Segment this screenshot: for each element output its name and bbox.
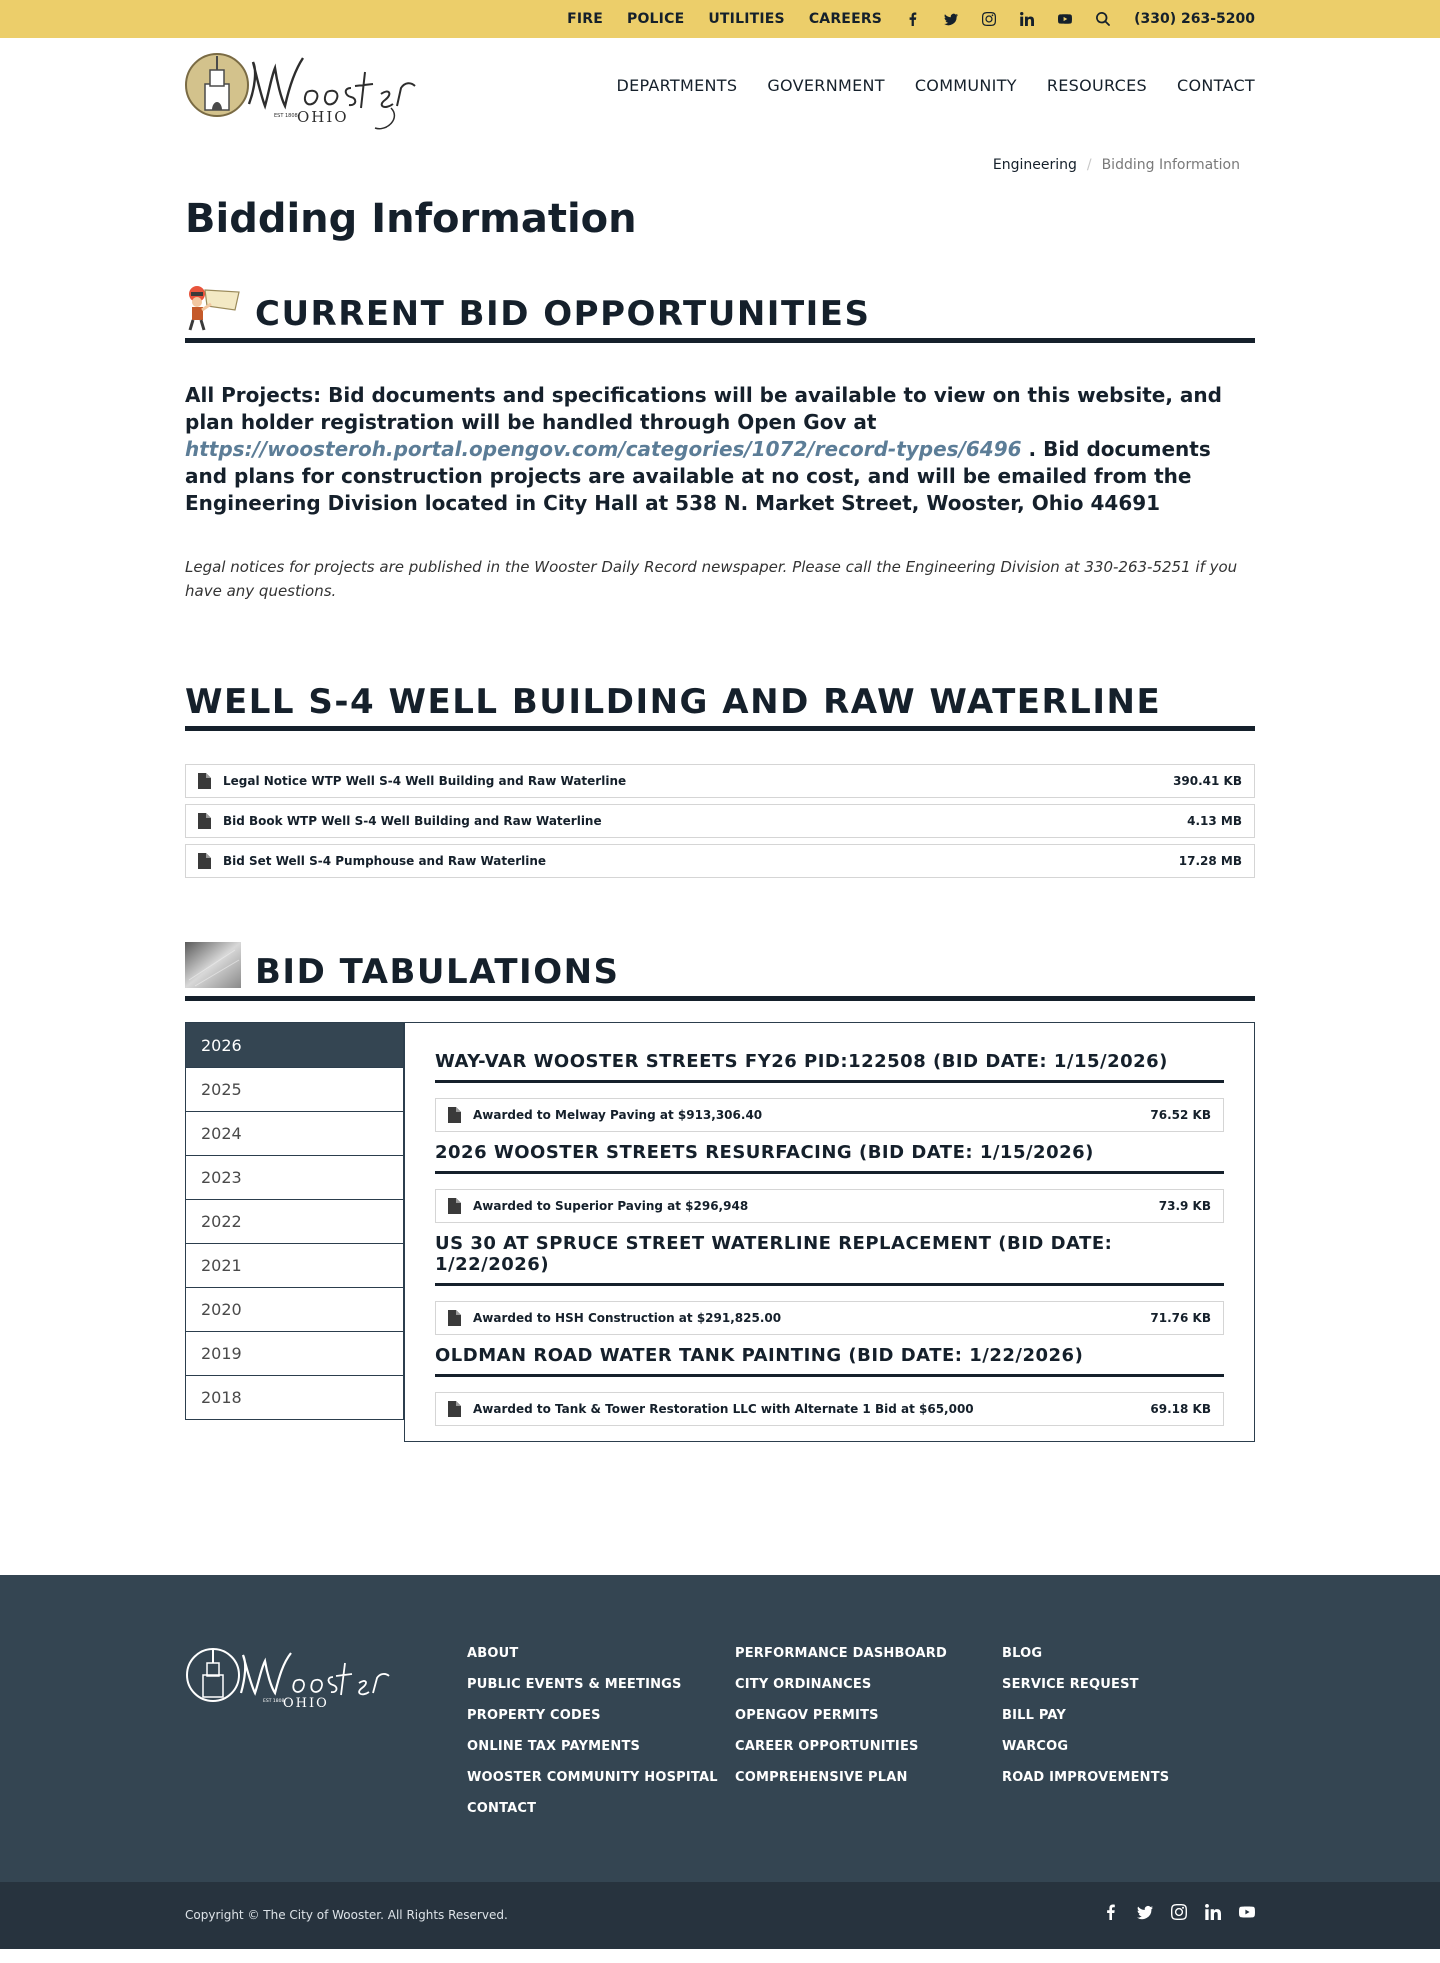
document-label: Legal Notice WTP Well S-4 Well Building and Raw Waterline	[223, 774, 627, 788]
document-size: 69.18 KB	[1150, 1402, 1211, 1416]
footer-link-performance[interactable]: PERFORMANCE DASHBOARD	[735, 1646, 947, 1661]
facebook-icon[interactable]	[1103, 1904, 1119, 1920]
tab-2022[interactable]: 2022	[186, 1199, 403, 1243]
document-label: Awarded to Superior Paving at $296,948	[473, 1199, 749, 1213]
current-bids-header	[185, 282, 1255, 343]
footer-link-warcog[interactable]: WARCOG	[1002, 1739, 1069, 1754]
linkedin-icon[interactable]	[1020, 12, 1034, 26]
document-row[interactable]	[435, 1392, 1224, 1426]
paper-texture-icon	[185, 940, 241, 990]
footer-link-bill-pay[interactable]: BILL PAY	[1002, 1708, 1067, 1723]
utility-link-utilities[interactable]: UTILITIES	[708, 11, 785, 27]
site-footer	[0, 1575, 1440, 1882]
bid-intro	[185, 382, 1255, 517]
file-icon	[198, 773, 211, 789]
tab-2021[interactable]: 2021	[186, 1243, 403, 1287]
site-header	[0, 38, 1440, 138]
document-label: Awarded to Tank & Tower Restoration LLC with Alternate 1 Bid at $65,000	[473, 1402, 974, 1416]
svg-text:EST 1808: EST 1808	[263, 1699, 285, 1704]
file-icon	[448, 1310, 461, 1326]
svg-text:OHIO: OHIO	[283, 1696, 329, 1711]
well-project-header	[185, 682, 1255, 731]
document-row[interactable]	[435, 1098, 1224, 1132]
file-icon	[448, 1198, 461, 1214]
phone-number[interactable]: (330) 263-5200	[1134, 11, 1255, 27]
breadcrumb-current: Bidding Information	[1101, 157, 1240, 173]
tab-2019[interactable]: 2019	[186, 1331, 403, 1375]
legal-notice-text: Legal notices for projects are published in the Wooster Daily Record newspaper. Please call the Engineering Division at 330-263-5251 if you have any questions.	[185, 558, 1238, 600]
footer-link-road-improvements[interactable]: ROAD IMPROVEMENTS	[1002, 1770, 1170, 1785]
facebook-icon[interactable]	[906, 12, 920, 26]
bid-tabulations-heading: BID TABULATIONS	[255, 952, 620, 992]
bid-tabulations-header	[185, 940, 1255, 1001]
footer-link-hospital[interactable]: WOOSTER COMMUNITY HOSPITAL	[467, 1770, 718, 1785]
tab-2018[interactable]: 2018	[186, 1375, 403, 1419]
utility-bar	[0, 0, 1440, 38]
nav-contact[interactable]: CONTACT	[1177, 76, 1255, 95]
document-label: Bid Set Well S-4 Pumphouse and Raw Waterline	[223, 854, 547, 868]
svg-text:EST 1808: EST 1808	[274, 113, 298, 119]
youtube-icon[interactable]	[1239, 1904, 1255, 1920]
instagram-icon[interactable]	[1171, 1904, 1187, 1920]
breadcrumb	[993, 157, 1240, 173]
document-row[interactable]	[185, 764, 1255, 798]
document-size: 71.76 KB	[1150, 1311, 1211, 1325]
footer-link-careers[interactable]: CAREER OPPORTUNITIES	[735, 1739, 919, 1754]
main-nav	[616, 76, 1255, 95]
document-row[interactable]	[435, 1301, 1224, 1335]
footer-link-opengov[interactable]: OPENGOV PERMITS	[735, 1708, 879, 1723]
nav-departments[interactable]: DEPARTMENTS	[616, 76, 738, 95]
tab-2023[interactable]: 2023	[186, 1155, 403, 1199]
document-row[interactable]	[185, 804, 1255, 838]
tabulation-project	[435, 1051, 1224, 1132]
file-icon	[198, 853, 211, 869]
breadcrumb-engineering[interactable]: Engineering	[992, 157, 1077, 173]
document-size: 390.41 KB	[1173, 774, 1242, 788]
footer-link-contact[interactable]: CONTACT	[467, 1801, 537, 1816]
document-size: 76.52 KB	[1150, 1108, 1211, 1122]
tab-2024[interactable]: 2024	[186, 1111, 403, 1155]
document-row[interactable]	[185, 844, 1255, 878]
twitter-icon[interactable]	[1137, 1904, 1153, 1920]
bid-intro-text-1: All Projects: Bid documents and specifications will be available to view on this website, and plan holder registration will be handled through Open Gov at	[185, 383, 1222, 434]
instagram-icon[interactable]	[982, 12, 996, 26]
utility-link-police[interactable]: POLICE	[627, 11, 685, 27]
footer-link-service-request[interactable]: SERVICE REQUEST	[1002, 1677, 1139, 1692]
nav-community[interactable]: COMMUNITY	[914, 76, 1017, 95]
footer-bottom-bar	[0, 1882, 1440, 1949]
well-project-heading: WELL S-4 WELL BUILDING AND RAW WATERLINE	[185, 682, 1162, 722]
document-size: 4.13 MB	[1187, 814, 1242, 828]
footer-link-ordinances[interactable]: CITY ORDINANCES	[735, 1677, 872, 1692]
nav-resources[interactable]: RESOURCES	[1046, 76, 1148, 95]
year-tabs	[185, 1022, 404, 1420]
search-icon[interactable]	[1096, 12, 1110, 26]
tab-2025[interactable]: 2025	[186, 1067, 403, 1111]
footer-social-links	[1103, 1904, 1255, 1920]
utility-link-careers[interactable]: CAREERS	[808, 11, 883, 27]
svg-text:OHIO: OHIO	[297, 108, 349, 126]
document-label: Bid Book WTP Well S-4 Well Building and Raw Waterline	[223, 814, 602, 828]
youtube-icon[interactable]	[1058, 12, 1072, 26]
document-row[interactable]	[435, 1189, 1224, 1223]
current-bids-heading: CURRENT BID OPPORTUNITIES	[255, 294, 871, 334]
footer-link-about[interactable]: ABOUT	[467, 1646, 519, 1661]
copyright-text: Copyright © The City of Wooster. All Rights Reserved.	[185, 1908, 508, 1922]
wooster-logo[interactable]	[185, 48, 440, 130]
footer-column-1	[467, 1645, 718, 1818]
well-project-documents	[185, 764, 1255, 878]
document-label: Awarded to Melway Paving at $913,306.40	[473, 1108, 763, 1122]
tab-2026[interactable]: 2026	[186, 1023, 403, 1067]
footer-link-blog[interactable]: BLOG	[1002, 1646, 1043, 1661]
footer-link-comprehensive-plan[interactable]: COMPREHENSIVE PLAN	[735, 1770, 908, 1785]
utility-link-fire[interactable]: FIRE	[567, 11, 603, 27]
tabulation-project	[435, 1345, 1224, 1426]
footer-link-property-codes[interactable]: PROPERTY CODES	[467, 1708, 601, 1723]
wooster-logo-white[interactable]	[185, 1643, 395, 1715]
file-icon	[448, 1107, 461, 1123]
linkedin-icon[interactable]	[1205, 1904, 1221, 1920]
bid-intro-text-2: . Bid documents and plans for construction projects are available at no cost, and will be emailed from the Engineering Division located in City Hall at 538 N. Market Street, Wooster, Ohio 44691	[185, 437, 1211, 515]
project-title: 2026 WOOSTER STREETS RESURFACING (BID DATE: 1/15/2026)	[435, 1142, 1224, 1174]
file-icon	[448, 1401, 461, 1417]
document-label: Awarded to HSH Construction at $291,825.00	[473, 1311, 782, 1325]
tab-panel-2026	[404, 1022, 1255, 1442]
tab-2020[interactable]: 2020	[186, 1287, 403, 1331]
document-size: 17.28 MB	[1178, 854, 1242, 868]
nav-government[interactable]: GOVERNMENT	[767, 76, 885, 95]
footer-column-2	[735, 1645, 947, 1787]
project-title: US 30 AT SPRUCE STREET WATERLINE REPLACEMENT (BID DATE: 1/22/2026)	[435, 1233, 1224, 1286]
project-title: WAY-VAR WOOSTER STREETS FY26 PID:122508 (BID DATE: 1/15/2026)	[435, 1051, 1224, 1083]
tabulation-project	[435, 1142, 1224, 1223]
tabulation-project	[435, 1233, 1224, 1335]
page-title: Bidding Information	[185, 196, 637, 242]
file-icon	[198, 813, 211, 829]
document-size: 73.9 KB	[1158, 1199, 1211, 1213]
breadcrumb-separator: /	[1086, 157, 1092, 173]
twitter-icon[interactable]	[944, 12, 958, 26]
footer-column-3	[1002, 1645, 1169, 1787]
footer-link-online-tax[interactable]: ONLINE TAX PAYMENTS	[467, 1739, 641, 1754]
construction-worker-icon	[185, 282, 241, 332]
project-title: OLDMAN ROAD WATER TANK PAINTING (BID DATE: 1/22/2026)	[435, 1345, 1224, 1377]
footer-link-public-events[interactable]: PUBLIC EVENTS & MEETINGS	[467, 1677, 682, 1692]
opengov-link[interactable]: https://woosteroh.portal.opengov.com/categories/1072/record-types/6496	[185, 437, 1022, 461]
